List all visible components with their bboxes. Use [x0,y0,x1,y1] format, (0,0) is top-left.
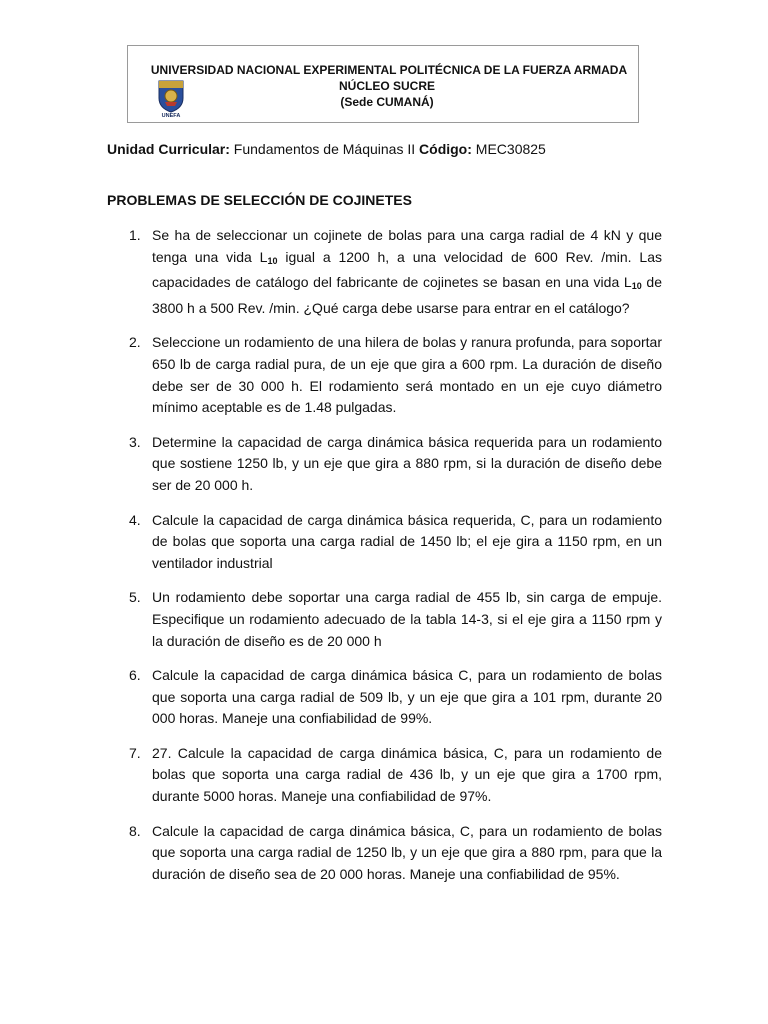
problem-list [107,225,662,898]
problem-text: Un rodamiento debe soportar una carga radial de 455 lb, sin carga de empuje. Especifique un rodamiento adecuado de la tabla 14-3, si el eje gira a 1150 rpm y la duración de diseño es de 20 000 h [152,589,662,649]
problem-item [107,510,662,575]
problem-number: 6. [129,667,141,684]
problem-item [107,665,662,730]
problem-number: 3. [129,433,141,450]
problem-number: 1. [129,227,141,243]
problem-number: 7. [129,744,141,761]
subscript-10: 10 [267,255,278,266]
code-label: Código: [419,141,472,157]
logo-lettering: UNEFA [161,113,181,118]
subscript-10: 10 [631,281,642,292]
problem-text-part: igual a 1200 h, a una velocidad de 600 Rev. /min. Las capacidades de catálogo del fabricante de cojinetes se basan en una vida L [152,248,663,291]
institution-line-1: UNIVERSIDAD NACIONAL EXPERIMENTAL POLITÉCNICA DE LA FUERZA ARMADA [150,63,628,77]
institution-line-3: (Sede CUMANÁ) [340,95,434,109]
page-title: PROBLEMAS DE SELECCIÓN DE COJINETES [107,192,412,208]
problem-item [107,225,662,319]
problem-number: 4. [129,511,141,528]
problem-text-part: de 3800 h a 500 Rev. /min. ¿Qué carga debe usarse para entrar en el catálogo? [152,274,662,316]
problem-text: Calcule la capacidad de carga dinámica básica, C, para un rodamiento de bolas que soporta una carga radial de 1250 lb, y un eje que gira a 880 rpm, para que la duración de diseño sea de 20 000 horas. Maneje una confiabilidad de 95%. [152,822,662,882]
code-value: MEC30825 [475,141,546,157]
course-info [107,141,546,157]
problem-item [107,332,662,418]
problem-number: 8. [129,822,141,839]
problem-text: Calcule la capacidad de carga dinámica básica requerida, C, para un rodamiento de bolas que soporta una carga radial de 1450 lb; el eje gira a 1150 rpm, en un ventilador industrial [152,511,662,571]
unit-value: Fundamentos de Máquinas II [233,141,416,157]
problem-item [107,743,662,808]
institution-name [128,62,640,110]
problem-item [107,432,662,497]
problem-number: 5. [129,589,141,606]
institution-line-2: NÚCLEO SUCRE [338,79,435,93]
problem-text: 27. Calcule la capacidad de carga dinámica básica, C, para un rodamiento de bolas que soporta una carga radial de 436 lb, y un eje que gira a 1700 rpm, durante 5000 horas. Maneje una confiabilidad de 97%. [152,744,662,805]
problem-item [107,587,662,652]
unit-label: Unidad Curricular: [107,141,230,157]
institution-header [127,45,639,123]
problem-number: 2. [129,334,141,351]
problem-item [107,821,662,886]
problem-text: Seleccione un rodamiento de una hilera de bolas y ranura profunda, para soportar 650 lb de carga radial pura, de un eje que gira a 600 rpm. La duración de diseño debe ser de 30 000 h. El rodamiento será montado en un eje cuyo diámetro mínimo aceptable es de 1.48 pulgadas. [152,334,662,416]
problem-text: Calcule la capacidad de carga dinámica básica C, para un rodamiento de bolas que soporta una carga radial de 509 lb, y un eje que gira a 101 rpm, durante 20 000 horas. Maneje una confiabilidad de 99%. [152,667,662,727]
problem-text-part: Se ha de seleccionar un cojinete de bolas para una carga radial de 4 kN y que tenga una vida L [152,227,662,265]
problem-text: Determine la capacidad de carga dinámica básica requerida para un rodamiento que sostiene 1250 lb, y un eje que gira a 880 rpm, si la duración de diseño debe ser de 20 000 h. [152,433,662,493]
